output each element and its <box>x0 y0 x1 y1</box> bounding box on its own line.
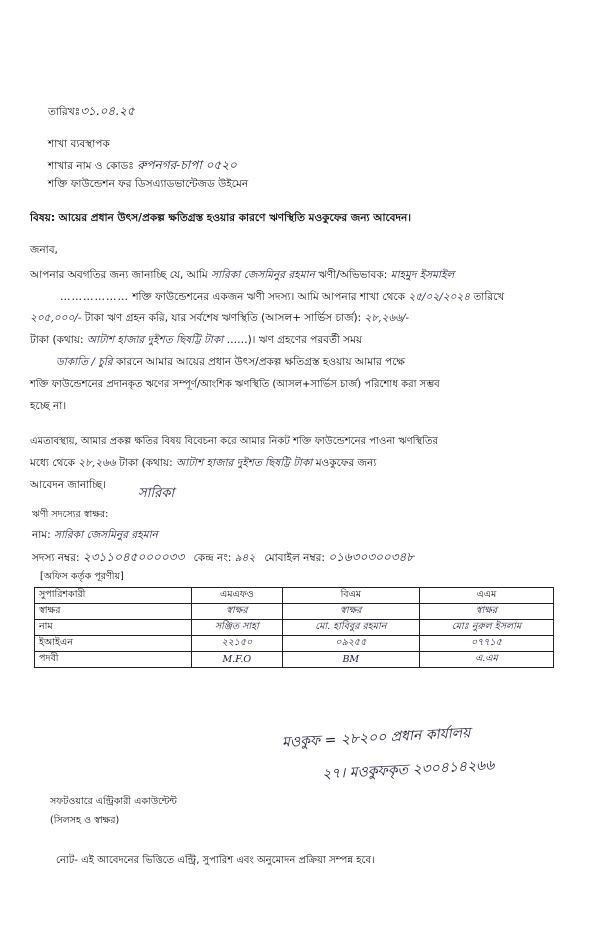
office-table <box>34 587 554 668</box>
office-header-row <box>35 588 554 604</box>
para1-text-d: তারিখে <box>473 291 505 303</box>
branch-value: রুপনগর-চাপা ০৫২০ <box>137 158 237 172</box>
handwritten-note-1: মওকুফ = ২৮২০০ প্রধান কার্যালয় <box>281 725 471 751</box>
office-row-ein <box>35 636 554 652</box>
mfo-designation: M.F.O <box>192 652 283 668</box>
member-name-handwritten: সারিকা জেসমিনুর রহমান <box>211 269 315 281</box>
date-value: ৩১.০৪.২৫ <box>80 104 135 118</box>
footnote: নোট- এই আবেদনের ভিত্তিতে এন্ট্রি, সুপারিশ এবং অনুমোদন প্রক্রিয়া সম্পন্ন হবে। <box>56 855 375 866</box>
para1-text-c: শক্তি ফাউন্ডেশনের একজন ঋণী সদস্য। আমি আপনার শাখা থেকে <box>132 291 406 303</box>
date-label: তারিখঃ <box>48 106 81 118</box>
am-ein: ০৭৭১৫ <box>419 636 553 652</box>
member-id-label: সদস্য নম্বর: <box>32 552 80 564</box>
loan-amount-handwritten: ২০৫,০০০/- <box>30 312 82 324</box>
member-id-value: ২৩১১০৪৫০০০০৩৩ <box>82 550 185 564</box>
para1-line3 <box>30 311 409 328</box>
header-recommender: সুপারিশকারী <box>35 588 192 604</box>
mfo-name: সঞ্জিত সাহা <box>192 620 283 636</box>
loan-date-handwritten: ২৫/০২/২০২৪ <box>408 291 471 303</box>
software-entry-sub: (সিলসহ ও স্বাক্ষর) <box>50 815 120 826</box>
bm-ein: ০৯২৫৫ <box>282 636 419 652</box>
bm-signature: স্বাক্ষর <box>282 604 419 620</box>
office-row-signature <box>35 604 554 620</box>
address-line1: শাখা ব্যবস্থাপক <box>48 138 110 150</box>
para1-text-b: ঋণী/অভিভাবক: <box>318 269 388 281</box>
member-signature: সারিকা <box>138 486 175 501</box>
am-designation: এ.এম <box>419 652 553 668</box>
row-label-ein: ইআইএন <box>35 636 192 652</box>
para1-text-e: টাকা ঋণ গ্রহন করি, যার সর্বশেষ ঋণস্থিতি (আসল+ সার্ভিস চার্জ): <box>84 312 362 324</box>
waiver-words-handwritten: আটাশ হাজার দুইশত ছিষট্টি টাকা <box>175 457 313 469</box>
mfo-signature: স্বাক্ষর <box>192 604 283 620</box>
member-name-label: নাম: <box>32 529 51 541</box>
reason-handwritten: ডাকাতি / চুরি <box>56 356 113 368</box>
salutation: জনাব, <box>30 244 58 256</box>
header-mfo: এমএফও <box>192 588 283 604</box>
para1-line6: শক্তি ফাউন্ডেশনের প্রদানকৃত ঋণের সম্পূর্ণ/আংশিক ঋণস্থিতি (আসল+সার্ভিস চার্জ) পরিশোধ করা সম্ভব <box>30 379 440 390</box>
header-bm: বিএম <box>282 588 419 604</box>
member-name-value: সারিকা জেসমিনুর রহমান <box>54 529 158 541</box>
row-label-name: নাম <box>35 620 192 636</box>
bm-name: মো. হাবিবুর রহমান <box>282 620 419 636</box>
office-row-designation <box>35 652 554 668</box>
balance-handwritten: ২৮,২৬৬/- <box>364 312 410 324</box>
para2-line2 <box>30 456 376 473</box>
para1-text-h: কারনে আমার আয়ের প্রধান উৎস/প্রকল্প ক্ষতিগ্রস্ত হওয়ায় আমার পক্ষে <box>116 356 405 368</box>
para1-text-f: টাকা (কথায়: <box>30 334 84 346</box>
office-row-name <box>35 620 554 636</box>
row-label-signature: স্বাক্ষর <box>35 604 192 620</box>
date-row <box>48 103 135 123</box>
para2-text-c: মওকুফের জন্য <box>315 457 377 469</box>
para1-text-a: আপনার অবগতির জন্য জানাচ্ছি যে, আমি <box>30 269 208 281</box>
guardian-name-handwritten: মাহমুদ ইসমাইল <box>390 269 455 281</box>
para2-line3: আবেদন জানাচ্ছি। <box>30 479 106 491</box>
para1-line2 <box>60 290 504 307</box>
amount-words-handwritten: আটাশ হাজার দুইশত ছিষট্টি টাকা <box>86 334 224 346</box>
am-name: মোঃ নুরুল ইসলাম <box>419 620 553 636</box>
header-am: এএম <box>419 588 553 604</box>
address-line2 <box>48 157 237 177</box>
center-value: ৯৪২ <box>234 552 256 564</box>
para2-text-b: টাকা (কথায়: <box>119 457 173 469</box>
row-label-designation: পদবী <box>35 652 192 668</box>
mobile-value: ০১৬৩০৩০০৩৪৮ <box>328 550 415 564</box>
dotted-fill: ……………… <box>60 291 129 303</box>
waiver-amount-handwritten: ২৮,২৬৬ <box>78 457 116 469</box>
software-entry-label: সফটওয়ারে এন্ট্রিকারী একাউন্টেন্ট <box>50 796 177 807</box>
para1-line5 <box>56 355 405 372</box>
para1-line7: হচ্ছে না। <box>30 400 67 412</box>
para1-line1 <box>30 268 454 285</box>
para1-text-g: ……)। ঋণ গ্রহণের পরবর্তী সময় <box>226 334 363 346</box>
member-id-row <box>32 549 414 569</box>
handwritten-note-2: ২৭। মওকুফকৃত ২৩০৪১৪২৬৬ <box>321 757 495 783</box>
para2-line1: এমতাবস্থায়, আমার প্রকল্প ক্ষতির বিষয় বিবেচনা করে আমার নিকট শক্তি ফাউন্ডেশনের পাওনা ঋণস্থিতির <box>30 436 439 447</box>
mobile-label: মোবাইল নম্বর: <box>264 552 325 564</box>
subject-line: বিষয়: আয়ের প্রধান উৎস/প্রকল্প ক্ষতিগ্রস্ত হওয়ার কারণে ঋণস্থিতি মওকুফের জন্য আবেদন। <box>30 212 412 224</box>
member-name-row <box>32 528 158 545</box>
bm-designation: BM <box>282 652 419 668</box>
center-label: কেন্দ্র নং: <box>193 552 232 564</box>
branch-label: শাখার নাম ও কোডঃ <box>48 160 134 172</box>
office-title: [অফিস কর্তৃক পূরণীয়] <box>40 571 124 582</box>
address-line3: শক্তি ফাউন্ডেশন ফর ডিসএ্যাডভান্টেজড উইমেন <box>48 178 249 190</box>
member-sig-label: ঋণী সদস্যের স্বাক্ষর: <box>32 509 109 520</box>
mfo-ein: ২২১৫০ <box>192 636 283 652</box>
am-signature: স্বাক্ষর <box>419 604 553 620</box>
para2-text-a: মধ্যে থেকে <box>30 457 75 469</box>
para1-line4 <box>30 333 362 350</box>
